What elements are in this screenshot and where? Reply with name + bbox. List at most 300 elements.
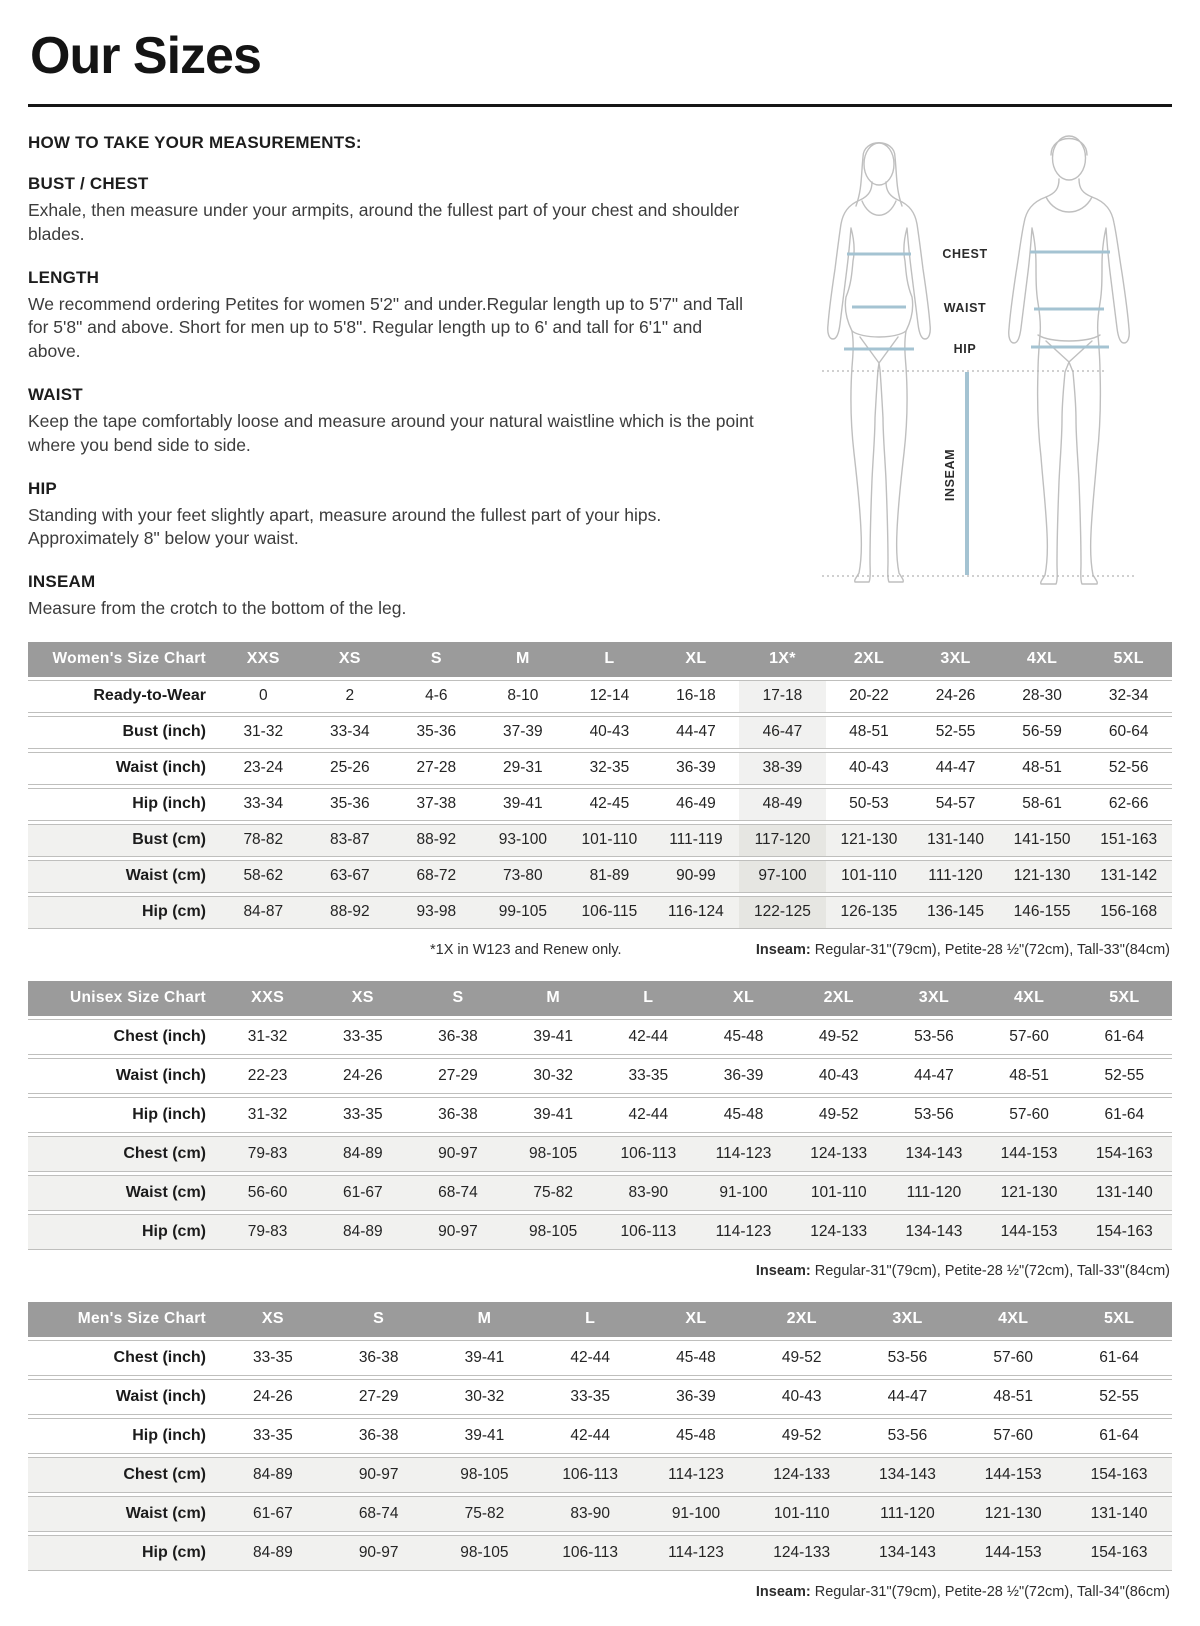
size-column-header: 5XL [1077,981,1172,1016]
row-label: Hip (inch) [28,788,220,821]
size-cell: 45-48 [696,1019,791,1055]
size-cell: 84-87 [220,896,307,929]
size-cell: 49-52 [791,1019,886,1055]
size-column-header: M [432,1302,538,1337]
size-cell: 61-67 [220,1496,326,1532]
size-cell: 44-47 [912,752,999,785]
mens-size-chart-table [28,1299,1172,1574]
size-cell: 40-43 [791,1058,886,1094]
row-label: Hip (cm) [28,896,220,929]
size-cell: 31-32 [220,716,307,749]
size-cell: 53-56 [855,1340,961,1376]
table-row [28,860,1172,893]
size-cell: 20-22 [826,680,913,713]
size-cell: 42-44 [537,1418,643,1454]
size-cell: 60-64 [1085,716,1172,749]
size-cell: 35-36 [393,716,480,749]
size-cell: 36-39 [696,1058,791,1094]
measurement-instructions [28,127,776,621]
size-cell: 48-51 [982,1058,1077,1094]
size-cell: 122-125 [739,896,826,929]
size-cell: 106-115 [566,896,653,929]
measurement-diagram [784,127,1174,621]
row-label: Hip (cm) [28,1214,220,1250]
mens-size-chart-section [28,1299,1172,1602]
size-cell: 2 [307,680,394,713]
table-body [28,1019,1172,1250]
unisex-size-chart-table [28,978,1172,1253]
size-cell: 57-60 [960,1418,1066,1454]
size-column-header: S [393,642,480,677]
size-cell: 134-143 [886,1136,981,1172]
table-row [28,1496,1172,1532]
inseam-reference-lines [822,371,1136,576]
size-cell: 44-47 [886,1058,981,1094]
table-row [28,824,1172,857]
size-cell: 90-97 [326,1535,432,1571]
size-cell: 114-123 [643,1535,749,1571]
size-cell: 27-28 [393,752,480,785]
size-cell: 24-26 [220,1379,326,1415]
table-row [28,716,1172,749]
section-title-inseam: INSEAM [28,572,96,592]
size-cell: 84-89 [220,1535,326,1571]
size-cell: 63-67 [307,860,394,893]
hip-label: HIP [953,342,977,356]
size-cell: 16-18 [653,680,740,713]
size-cell: 106-113 [601,1136,696,1172]
size-cell: 52-55 [1066,1379,1172,1415]
table-row [28,1379,1172,1415]
instructions-heading: HOW TO TAKE YOUR MEASUREMENTS: [28,133,362,152]
row-label: Waist (cm) [28,1496,220,1532]
page-title: Our Sizes [30,27,261,85]
size-cell: 124-133 [749,1457,855,1493]
row-label: Waist (cm) [28,1175,220,1211]
size-cell: 12-14 [566,680,653,713]
size-cell: 91-100 [643,1496,749,1532]
section-title-bust-chest: BUST / CHEST [28,174,149,193]
size-cell: 98-105 [506,1214,601,1250]
size-cell: 42-44 [601,1019,696,1055]
size-cell: 78-82 [220,824,307,857]
size-cell: 36-38 [326,1340,432,1376]
size-cell: 114-123 [696,1214,791,1250]
size-cell: 39-41 [506,1097,601,1133]
size-cell: 53-56 [886,1019,981,1055]
size-cell: 58-62 [220,860,307,893]
inseam-label: INSEAM [943,448,957,502]
size-cell: 48-49 [739,788,826,821]
row-label: Chest (inch) [28,1019,220,1055]
chest-label: CHEST [942,247,988,261]
size-cell: 84-89 [220,1457,326,1493]
size-cell: 46-49 [653,788,740,821]
size-cell: 40-43 [566,716,653,749]
row-label: Hip (cm) [28,1535,220,1571]
size-cell: 126-135 [826,896,913,929]
row-label: Hip (inch) [28,1097,220,1133]
table-row [28,752,1172,785]
size-cell: 131-140 [1077,1175,1172,1211]
row-label: Hip (inch) [28,1418,220,1454]
size-cell: 134-143 [855,1535,961,1571]
table-row [28,1457,1172,1493]
size-column-header: 4XL [999,642,1086,677]
size-cell: 57-60 [960,1340,1066,1376]
size-cell: 88-92 [307,896,394,929]
size-cell: 79-83 [220,1136,315,1172]
size-cell: 57-60 [982,1097,1077,1133]
footnote-asterisk: *1X in W123 and Renew only. [430,941,622,958]
row-label: Bust (inch) [28,716,220,749]
size-cell: 36-38 [410,1097,505,1133]
row-label: Chest (cm) [28,1136,220,1172]
size-column-header: XXS [220,981,315,1016]
size-cell: 30-32 [432,1379,538,1415]
footnote-inseam: Inseam: Regular-31"(79cm), Petite-28 ½"(72cm), Tall-33"(84cm) [755,1262,1170,1279]
table-footnotes [28,932,1172,960]
size-cell: 48-51 [960,1379,1066,1415]
size-cell: 146-155 [999,896,1086,929]
size-cell: 111-120 [886,1175,981,1211]
size-column-header: 2XL [791,981,886,1016]
size-cell: 33-34 [220,788,307,821]
size-cell: 98-105 [432,1535,538,1571]
table-title: Unisex Size Chart [28,981,220,1016]
size-cell: 98-105 [432,1457,538,1493]
size-cell: 33-35 [220,1418,326,1454]
size-column-header: L [566,642,653,677]
size-cell: 141-150 [999,824,1086,857]
row-label: Waist (inch) [28,1058,220,1094]
size-cell: 32-35 [566,752,653,785]
row-label: Waist (inch) [28,1379,220,1415]
size-cell: 154-163 [1077,1214,1172,1250]
size-cell: 61-64 [1066,1340,1172,1376]
size-cell: 61-64 [1077,1019,1172,1055]
size-cell: 98-105 [506,1136,601,1172]
table-row [28,1175,1172,1211]
womens-size-chart-table [28,639,1172,932]
table-header [28,1302,1172,1337]
size-column-header: XS [307,642,394,677]
footnote-inseam-label: Inseam: [755,1262,811,1279]
size-cell: 144-153 [982,1214,1077,1250]
size-cell: 151-163 [1085,824,1172,857]
size-cell: 58-61 [999,788,1086,821]
size-cell: 156-168 [1085,896,1172,929]
size-cell: 84-89 [315,1136,410,1172]
size-cell: 144-153 [960,1535,1066,1571]
size-cell: 31-32 [220,1019,315,1055]
size-cell: 25-26 [307,752,394,785]
size-cell: 24-26 [912,680,999,713]
size-cell: 106-113 [537,1535,643,1571]
table-row [28,1019,1172,1055]
size-cell: 49-52 [791,1097,886,1133]
size-cell: 84-89 [315,1214,410,1250]
male-figure-icon [1009,136,1130,584]
size-cell: 33-35 [601,1058,696,1094]
row-label: Waist (inch) [28,752,220,785]
size-cell: 154-163 [1077,1136,1172,1172]
size-cell: 61-64 [1077,1097,1172,1133]
size-cell: 91-100 [696,1175,791,1211]
size-cell: 131-140 [1066,1496,1172,1532]
size-cell: 39-41 [506,1019,601,1055]
size-cell: 33-35 [315,1019,410,1055]
footnote-inseam: Inseam: Regular-31"(79cm), Petite-28 ½"(72cm), Tall-34"(86cm) [755,1583,1170,1600]
size-cell: 99-105 [480,896,567,929]
size-cell: 37-39 [480,716,567,749]
size-cell: 31-32 [220,1097,315,1133]
header-row [28,642,1172,677]
body-measurement-illustration [784,127,1174,602]
size-column-header: 5XL [1066,1302,1172,1337]
section-title-hip: HIP [28,478,57,498]
size-cell: 106-113 [601,1214,696,1250]
size-cell: 46-47 [739,716,826,749]
header-row [28,1302,1172,1337]
womens-size-chart-section [28,639,1172,960]
size-cell: 136-145 [912,896,999,929]
size-cell: 40-43 [749,1379,855,1415]
size-cell: 33-35 [537,1379,643,1415]
size-cell: 49-52 [749,1340,855,1376]
size-cell: 36-39 [643,1379,749,1415]
size-cell: 124-133 [749,1535,855,1571]
size-cell: 111-120 [912,860,999,893]
footnote-inseam: Inseam: Regular-31"(79cm), Petite-28 ½"(72cm), Tall-33"(84cm) [755,941,1170,958]
row-label: Chest (inch) [28,1340,220,1376]
size-column-header: L [537,1302,643,1337]
size-cell: 88-92 [393,824,480,857]
section-body-waist: Keep the tape comfortably loose and measure around your natural waistline which is the point where you bend side to side. [28,410,754,455]
waist-label: WAIST [943,301,987,315]
size-cell: 101-110 [826,860,913,893]
unisex-size-chart-section [28,978,1172,1281]
size-cell: 33-34 [307,716,394,749]
size-cell: 81-89 [566,860,653,893]
table-title: Men's Size Chart [28,1302,220,1337]
size-column-header: 1X* [739,642,826,677]
size-cell: 144-153 [982,1136,1077,1172]
size-cell: 62-66 [1085,788,1172,821]
size-cell: 45-48 [643,1340,749,1376]
size-cell: 75-82 [506,1175,601,1211]
size-cell: 28-30 [999,680,1086,713]
table-header [28,981,1172,1016]
size-cell: 144-153 [960,1457,1066,1493]
size-cell: 50-53 [826,788,913,821]
size-cell: 44-47 [855,1379,961,1415]
size-cell: 52-55 [912,716,999,749]
size-cell: 68-74 [326,1496,432,1532]
size-cell: 56-59 [999,716,1086,749]
size-cell: 52-55 [1077,1058,1172,1094]
size-cell: 48-51 [826,716,913,749]
size-cell: 42-44 [537,1340,643,1376]
size-cell: 121-130 [982,1175,1077,1211]
size-cell: 39-41 [480,788,567,821]
size-column-header: XS [220,1302,326,1337]
size-cell: 42-45 [566,788,653,821]
size-cell: 68-74 [410,1175,505,1211]
table-header [28,642,1172,677]
size-cell: 48-51 [999,752,1086,785]
size-cell: 101-110 [566,824,653,857]
size-cell: 90-97 [410,1214,505,1250]
size-cell: 22-23 [220,1058,315,1094]
table-row [28,1418,1172,1454]
size-cell: 93-100 [480,824,567,857]
table-row [28,1097,1172,1133]
intro-section [28,127,1172,621]
size-column-header: L [601,981,696,1016]
row-label: Ready-to-Wear [28,680,220,713]
size-column-header: 2XL [749,1302,855,1337]
size-column-header: S [410,981,505,1016]
size-cell: 121-130 [826,824,913,857]
size-cell: 117-120 [739,824,826,857]
size-cell: 0 [220,680,307,713]
size-cell: 32-34 [1085,680,1172,713]
size-cell: 24-26 [315,1058,410,1094]
size-cell: 27-29 [410,1058,505,1094]
section-body-bust-chest: Exhale, then measure under your armpits, around the fullest part of your chest and shoulder blades. [28,200,740,244]
row-label: Bust (cm) [28,824,220,857]
size-column-header: M [480,642,567,677]
header-row [28,981,1172,1016]
size-cell: 134-143 [855,1457,961,1493]
size-column-header: XL [643,1302,749,1337]
size-cell: 131-140 [912,824,999,857]
size-cell: 36-38 [410,1019,505,1055]
size-column-header: XL [696,981,791,1016]
female-figure-icon [828,143,931,582]
section-body-hip: Standing with your feet slightly apart, measure around the fullest part of your hips. Approximately 8" below your waist. [28,504,662,549]
footnote-inseam-label: Inseam: [755,941,811,958]
size-cell: 75-82 [432,1496,538,1532]
size-cell: 27-29 [326,1379,432,1415]
size-cell: 90-99 [653,860,740,893]
size-column-header: M [506,981,601,1016]
size-cell: 101-110 [791,1175,886,1211]
size-cell: 154-163 [1066,1535,1172,1571]
size-cell: 101-110 [749,1496,855,1532]
size-cell: 52-56 [1085,752,1172,785]
size-cell: 53-56 [886,1097,981,1133]
size-cell: 79-83 [220,1214,315,1250]
size-column-header: XS [315,981,410,1016]
size-cell: 131-142 [1085,860,1172,893]
section-title-waist: WAIST [28,384,83,404]
size-column-header: 2XL [826,642,913,677]
size-cell: 97-100 [739,860,826,893]
table-row [28,680,1172,713]
size-cell: 61-67 [315,1175,410,1211]
size-column-header: S [326,1302,432,1337]
size-cell: 124-133 [791,1136,886,1172]
size-column-header: 3XL [855,1302,961,1337]
table-row [28,1535,1172,1571]
row-label: Waist (cm) [28,860,220,893]
size-cell: 42-44 [601,1097,696,1133]
size-cell: 121-130 [960,1496,1066,1532]
size-cell: 68-72 [393,860,480,893]
size-cell: 56-60 [220,1175,315,1211]
size-cell: 38-39 [739,752,826,785]
size-cell: 83-90 [537,1496,643,1532]
size-cell: 45-48 [643,1418,749,1454]
size-cell: 30-32 [506,1058,601,1094]
size-cell: 106-113 [537,1457,643,1493]
section-body-length: We recommend ordering Petites for women 5'2" and under.Regular length up to 5'7" and Tall for 5'8" and above. Short for men up to 5'8". Regular length up to 6' and tall for 6'1" and above. [28,293,743,362]
size-column-header: XL [653,642,740,677]
size-cell: 73-80 [480,860,567,893]
size-cell: 90-97 [326,1457,432,1493]
size-cell: 44-47 [653,716,740,749]
size-cell: 8-10 [480,680,567,713]
size-cell: 90-97 [410,1136,505,1172]
size-cell: 17-18 [739,680,826,713]
size-cell: 53-56 [855,1418,961,1454]
table-body [28,680,1172,929]
size-cell: 111-119 [653,824,740,857]
size-cell: 121-130 [999,860,1086,893]
table-body [28,1340,1172,1571]
size-cell: 4-6 [393,680,480,713]
table-row [28,1136,1172,1172]
size-cell: 39-41 [432,1418,538,1454]
size-cell: 57-60 [982,1019,1077,1055]
table-row [28,1214,1172,1250]
table-title: Women's Size Chart [28,642,220,677]
section-body-inseam: Measure from the crotch to the bottom of the leg. [28,598,407,619]
size-cell: 116-124 [653,896,740,929]
table-footnotes [28,1574,1172,1602]
size-cell: 37-38 [393,788,480,821]
table-row [28,896,1172,929]
size-cell: 35-36 [307,788,394,821]
size-cell: 33-35 [220,1340,326,1376]
size-cell: 124-133 [791,1214,886,1250]
row-label: Chest (cm) [28,1457,220,1493]
section-title-length: LENGTH [28,267,100,287]
size-column-header: 3XL [886,981,981,1016]
table-row [28,1058,1172,1094]
table-footnotes [28,1253,1172,1281]
size-cell: 54-57 [912,788,999,821]
size-cell: 49-52 [749,1418,855,1454]
size-cell: 36-39 [653,752,740,785]
size-cell: 93-98 [393,896,480,929]
size-cell: 33-35 [315,1097,410,1133]
size-cell: 83-87 [307,824,394,857]
size-cell: 134-143 [886,1214,981,1250]
size-cell: 39-41 [432,1340,538,1376]
size-cell: 114-123 [696,1136,791,1172]
size-cell: 29-31 [480,752,567,785]
size-cell: 45-48 [696,1097,791,1133]
size-cell: 36-38 [326,1418,432,1454]
size-charts [28,639,1172,1602]
size-column-header: 3XL [912,642,999,677]
size-cell: 61-64 [1066,1418,1172,1454]
size-cell: 83-90 [601,1175,696,1211]
size-column-header: 4XL [982,981,1077,1016]
